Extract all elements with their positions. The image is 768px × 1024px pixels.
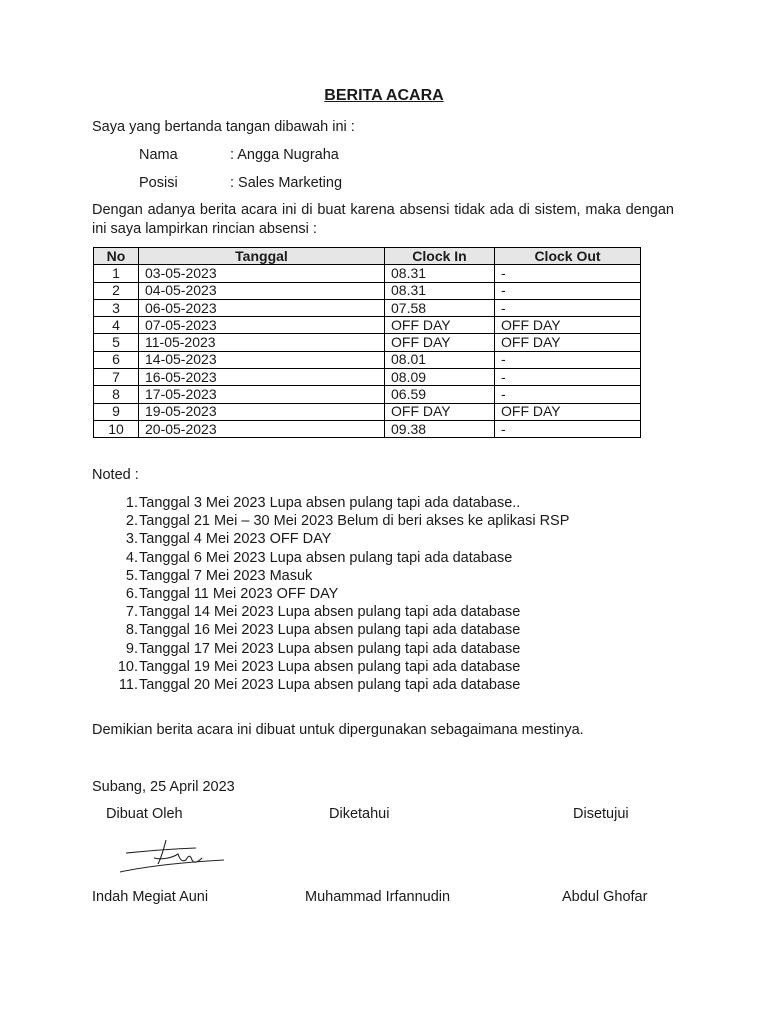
intro-text: Saya yang bertanda tangan dibawah ini :: [92, 119, 355, 135]
cell-clock-in: 07.58: [385, 299, 495, 316]
list-number: 2.: [125, 513, 138, 530]
header-tanggal: Tanggal: [139, 248, 385, 265]
note-text: Tanggal 6 Mei 2023 Lupa absen pulang tapi ada database: [139, 549, 513, 566]
cell-clock-in: 08.31: [385, 265, 495, 282]
list-item: [92, 512, 569, 530]
closing-text: Demikian berita acara ini dibuat untuk dipergunakan sebagaimana mestinya.: [92, 722, 584, 738]
note-text: Tanggal 20 Mei 2023 Lupa absen pulang tapi ada database: [139, 676, 521, 693]
list-item: [92, 549, 569, 567]
cell-no: 1: [94, 265, 139, 282]
cell-clock-in: 06.59: [385, 386, 495, 403]
cell-clock-out: OFF DAY: [495, 334, 641, 351]
cell-clock-out: -: [495, 282, 641, 299]
list-number: 5.: [125, 567, 138, 584]
cell-clock-out: -: [495, 386, 641, 403]
cell-tanggal: 11-05-2023: [139, 334, 385, 351]
list-number: 9.: [125, 640, 138, 657]
list-number: 6.: [125, 585, 138, 602]
note-text: Tanggal 4 Mei 2023 OFF DAY: [139, 531, 332, 548]
list-item: [92, 658, 569, 676]
cell-clock-in: 08.09: [385, 369, 495, 386]
header-clock-in: Clock In: [385, 248, 495, 265]
cell-clock-in: OFF DAY: [385, 403, 495, 420]
name-value: : Angga Nugraha: [230, 147, 339, 163]
list-item: [92, 585, 569, 603]
body-paragraph: Dengan adanya berita acara ini di buat karena absensi tidak ada di sistem, maka dengan ini saya lampirkan rincian absensi :: [92, 202, 674, 237]
note-text: Tanggal 16 Mei 2023 Lupa absen pulang tapi ada database: [139, 622, 521, 639]
cell-tanggal: 04-05-2023: [139, 282, 385, 299]
table-row: [94, 334, 641, 351]
table-row: [94, 420, 641, 437]
name-diketahui: Muhammad Irfannudin: [305, 889, 451, 905]
list-number: 1.: [125, 495, 138, 511]
table-row: [94, 351, 641, 368]
cell-no: 3: [94, 299, 139, 316]
table-header-row: [94, 248, 641, 265]
note-text: Tanggal 3 Mei 2023 Lupa absen pulang tapi ada database..: [139, 495, 521, 511]
cell-clock-in: 08.31: [385, 282, 495, 299]
cell-tanggal: 06-05-2023: [139, 299, 385, 316]
cell-tanggal: 16-05-2023: [139, 369, 385, 386]
cell-clock-in: OFF DAY: [385, 317, 495, 334]
list-item: [92, 603, 569, 621]
cell-no: 6: [94, 351, 139, 368]
table-row: [94, 299, 641, 316]
cell-tanggal: 17-05-2023: [139, 386, 385, 403]
name-disetujui: Abdul Ghofar: [562, 889, 648, 905]
list-item: [92, 494, 569, 512]
notes-list: [92, 494, 569, 694]
document-title: BERITA ACARA: [324, 87, 444, 104]
place-date: Subang, 25 April 2023: [92, 779, 235, 795]
name-dibuat-oleh: Indah Megiat Auni: [92, 889, 209, 905]
list-number: 3.: [125, 531, 138, 548]
table-row: [94, 282, 641, 299]
cell-tanggal: 20-05-2023: [139, 420, 385, 437]
cell-clock-out: -: [495, 369, 641, 386]
cell-clock-in: 08.01: [385, 351, 495, 368]
list-item: [92, 621, 569, 639]
cell-clock-out: -: [495, 351, 641, 368]
cell-clock-out: OFF DAY: [495, 317, 641, 334]
position-label: Posisi: [139, 175, 178, 191]
cell-clock-out: -: [495, 420, 641, 437]
cell-no: 8: [94, 386, 139, 403]
list-item: [92, 567, 569, 585]
cell-tanggal: 14-05-2023: [139, 351, 385, 368]
cell-no: 5: [94, 334, 139, 351]
note-text: Tanggal 21 Mei – 30 Mei 2023 Belum di beri akses ke aplikasi RSP: [139, 513, 570, 530]
header-no: No: [94, 248, 139, 265]
note-text: Tanggal 7 Mei 2023 Masuk: [139, 567, 313, 584]
cell-no: 7: [94, 369, 139, 386]
cell-tanggal: 03-05-2023: [139, 265, 385, 282]
role-dibuat-oleh: Dibuat Oleh: [106, 806, 183, 822]
header-clock-out: Clock Out: [495, 248, 641, 265]
cell-clock-in: 09.38: [385, 420, 495, 437]
cell-clock-in: OFF DAY: [385, 334, 495, 351]
list-item: [92, 530, 569, 548]
note-text: Tanggal 11 Mei 2023 OFF DAY: [139, 585, 339, 602]
cell-tanggal: 19-05-2023: [139, 403, 385, 420]
cell-clock-out: -: [495, 299, 641, 316]
list-item: [92, 640, 569, 658]
cell-tanggal: 07-05-2023: [139, 317, 385, 334]
cell-clock-out: OFF DAY: [495, 403, 641, 420]
name-label: Nama: [139, 147, 178, 163]
role-diketahui: Diketahui: [329, 806, 390, 822]
note-text: Tanggal 17 Mei 2023 Lupa absen pulang tapi ada database: [139, 640, 521, 657]
list-number: 4.: [125, 549, 138, 566]
cell-no: 9: [94, 403, 139, 420]
table-row: [94, 386, 641, 403]
list-number: 11.: [118, 676, 138, 693]
note-text: Tanggal 19 Mei 2023 Lupa absen pulang tapi ada database: [139, 658, 521, 675]
handwritten-signature: [118, 834, 230, 880]
role-disetujui: Disetujui: [573, 806, 629, 822]
noted-label: Noted :: [92, 467, 139, 483]
cell-no: 2: [94, 282, 139, 299]
attendance-table: [93, 247, 641, 438]
cell-no: 4: [94, 317, 139, 334]
list-number: 8.: [125, 622, 138, 639]
cell-no: 10: [94, 420, 139, 437]
note-text: Tanggal 14 Mei 2023 Lupa absen pulang tapi ada database: [139, 604, 521, 621]
list-number: 7.: [125, 604, 138, 621]
list-number: 10.: [117, 658, 138, 675]
table-row: [94, 265, 641, 282]
cell-clock-out: -: [495, 265, 641, 282]
table-row: [94, 403, 641, 420]
table-row: [94, 369, 641, 386]
table-row: [94, 317, 641, 334]
position-value: : Sales Marketing: [230, 175, 343, 191]
list-item: [92, 676, 569, 694]
